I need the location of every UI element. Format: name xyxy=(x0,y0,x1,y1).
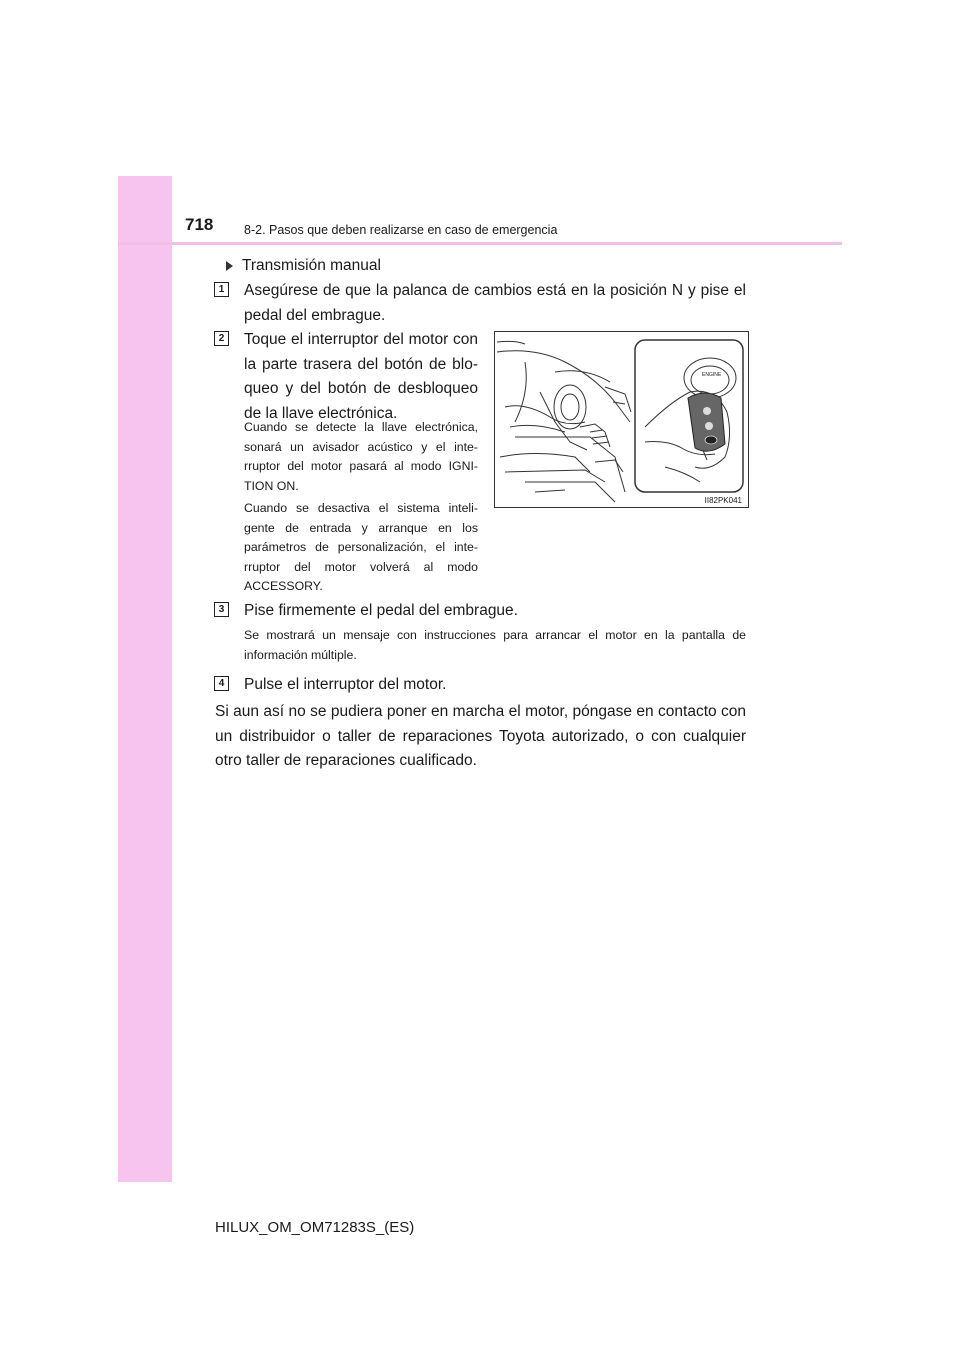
page-number: 718 xyxy=(185,215,214,234)
closing-paragraph: Si aun así no se pudiera poner en marcha el motor, póngase en contacto con un distribuidor o taller de reparaciones Toyota autorizado, o con cualquier otro taller de reparaciones cualificado. xyxy=(215,703,746,769)
triangle-bullet-icon xyxy=(226,261,233,271)
section-title: 8-2. Pasos que deben realizarse en caso de emergencia xyxy=(244,223,558,237)
step-4-text: Pulse el interruptor del motor. xyxy=(244,676,447,693)
step-2-note-1: Cuando se detecte la llave electrónica, sonará un avisador acústico y el inte-rruptor del motor pasará al modo IGNI-TION ON. xyxy=(244,420,478,493)
bullet-heading xyxy=(226,257,381,275)
bullet-heading-text: Transmisión manual xyxy=(242,257,381,274)
engine-switch-illustration xyxy=(494,331,749,508)
step-number-3: 3 xyxy=(214,602,229,617)
step-2-note-2: Cuando se desactiva el sistema inteli-gente de entrada y arranque en los parámetros de personalización, el inte-rruptor del motor volverá al modo ACCESSORY. xyxy=(244,501,478,593)
step-number-4: 4 xyxy=(214,676,229,691)
step-number-2: 2 xyxy=(214,331,229,346)
step-3-text: Pise firmemente el pedal del embrague. xyxy=(244,602,518,619)
side-band xyxy=(118,176,172,1182)
step-2-text: Toque el interruptor del motor con la parte trasera del botón de blo-queo y del botón de desbloqueo de la llave electrónica. xyxy=(244,331,478,422)
illustration-svg xyxy=(495,332,749,508)
step-number-1: 1 xyxy=(214,282,229,297)
footer-doc-code: HILUX_OM_OM71283S_(ES) xyxy=(215,1219,415,1236)
engine-button-label: ENGINE xyxy=(702,372,722,378)
step-1-text: Asegúrese de que la palanca de cambios está en la posición N y pise el pedal del embrague. xyxy=(244,282,746,324)
step-3-note: Se mostrará un mensaje con instrucciones para arrancar el motor en la pantalla de información múltiple. xyxy=(244,628,746,662)
figure-code: II82PK041 xyxy=(704,496,742,505)
header-rule xyxy=(118,242,842,245)
